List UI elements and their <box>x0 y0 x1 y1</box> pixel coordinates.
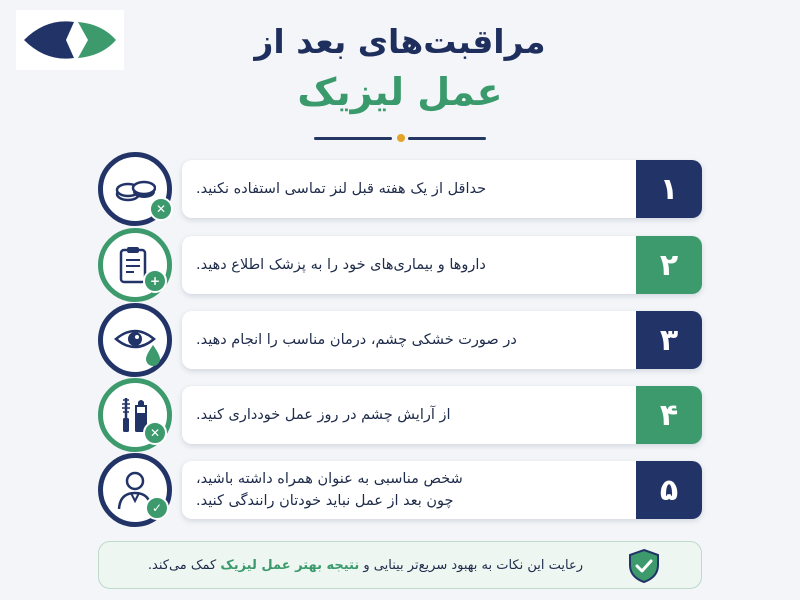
check-icon: ✓ <box>145 496 169 520</box>
footer-highlight: نتیجه بهتر عمل لیزیک <box>220 557 360 573</box>
step-number: ۵ <box>636 461 702 519</box>
page-title: مراقبت‌های بعد از <box>254 22 546 61</box>
step-card-4 <box>182 386 702 444</box>
step-text: در صورت خشکی چشم، درمان مناسب را انجام دهید. <box>196 331 517 348</box>
shield-check-icon <box>627 548 661 584</box>
step-number: ۳ <box>636 311 702 369</box>
person-icon <box>98 453 172 527</box>
step-number: ۴ <box>636 386 702 444</box>
title-divider <box>314 132 486 144</box>
step-text: حداقل از یک هفته قبل لنز تماسی استفاده نکنید. <box>196 180 487 197</box>
x-mark-icon: ✕ <box>143 421 167 445</box>
x-mark-icon: ✕ <box>149 197 173 221</box>
mascara-lipstick-icon <box>98 378 172 452</box>
contact-lens-icon <box>98 152 172 226</box>
eye-drop-icon <box>98 303 172 377</box>
clipboard-medical-icon <box>98 228 172 302</box>
footer-note <box>98 541 702 589</box>
footer-text: رعایت این نکات به بهبود سریع‌تر بینایی و نتیجه بهتر عمل لیزیک کمک می‌کند. <box>147 557 583 573</box>
page-subtitle: عمل لیزیک <box>297 70 503 114</box>
step-number: ۱ <box>636 160 702 218</box>
step-number: ۲ <box>636 236 702 294</box>
step-card-2 <box>182 236 702 294</box>
step-text: از آرایش چشم در روز عمل خودداری کنید. <box>196 406 451 423</box>
step-card-5 <box>182 461 702 519</box>
plus-icon: + <box>143 269 167 293</box>
drop-icon <box>145 344 161 366</box>
step-text: شخص مناسبی به عنوان همراه داشته باشید، چون بعد از عمل نباید خودتان رانندگی کنید. <box>196 470 463 509</box>
step-card-3 <box>182 311 702 369</box>
step-text: داروها و بیماری‌های خود را به پزشک اطلاع دهید. <box>196 256 486 273</box>
step-card-1 <box>182 160 702 218</box>
